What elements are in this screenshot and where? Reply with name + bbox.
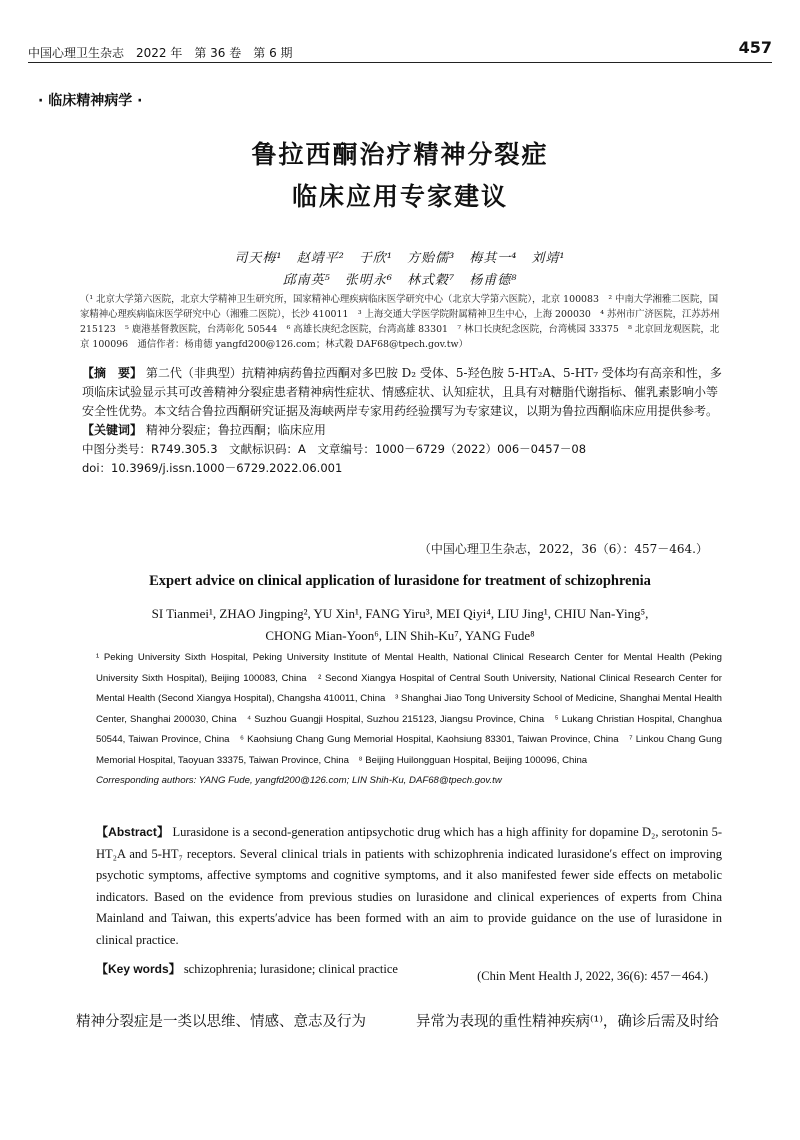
english-authors-line-1: SI Tianmei¹, ZHAO Jingping², YU Xin¹, FANG Yiru³, MEI Qiyi⁴, LIU Jing¹, CHIU Nan-Ying⁵,	[151, 606, 649, 621]
chinese-title-line-2: 临床应用专家建议	[291, 182, 508, 211]
chinese-citation: （中国心理卫生杂志，2022，36（6）：457－464.）	[418, 542, 708, 556]
english-abstract-label: 【Abstract】	[96, 825, 170, 839]
english-abstract-paragraph	[96, 822, 722, 951]
english-affiliations	[96, 648, 722, 792]
chinese-authors	[0, 248, 800, 292]
corresponding-authors: Corresponding authors: YANG Fude, yangfd200@126.com; LIN Shih-Ku, DAF68@tpech.gov.tw	[96, 775, 502, 786]
english-affiliations-text: ¹ Peking University Sixth Hospital, Peking University Institute of Mental Health, National Clinical Research Center for Mental Health (Peking University Sixth Hospital), Beijing 100083, China ² Second Xiangya Hospital of Central South University, National Clinical Research Center for Mental Health (Second Xiangya Hospital), Changsha 410011, China ³ Shanghai Jiao Tong University School of Medicine, Shanghai Mental Health Center, Shanghai 200030, China ⁴ Suzhou Guangji Hospital, Suzhou 215123, Jiangsu Province, China ⁵ Lukang Christian Hospital, Changhua 50544, Taiwan Province, China ⁶ Kaohsiung Chang Gung Memorial Hospital, Kaohsiung 83301, Taiwan Province, China ⁷ Linkou Chang Gung Memorial Hospital, Taoyuan 33375, Taiwan Province, China ⁸ Beijing Huilongguan Hospital, Beijing 100096, China	[96, 652, 722, 766]
english-abstract-text: Lurasidone is a second-generation antipsychotic drug which has a high affinity for dopamine D₂, serotonin 5-HT₂A and 5-HT₇ receptors. Several clinical trials in patients with schizophrenia indicated lurasidone′s effect on improving psychotic symptoms, affective symptoms and cognitive symptoms, and it also manifested fewer side effects on metabolic indicators. Based on the evidence from previous studies on lurasidone and clinical experiences of experts from China Mainland and Taiwan, this experts′advice has been formed with an aim to provide guidance on the use of lurasidone in clinical practice.	[96, 825, 723, 947]
running-head	[28, 38, 772, 63]
chinese-abstract-paragraph	[82, 364, 724, 421]
body-column-2-line: 异常为表现的重性精神疾病⁽¹⁾，确诊后需及时给	[416, 1014, 719, 1030]
page-number: 457	[738, 38, 772, 57]
english-citation: (Chin Ment Health J, 2022, 36(6): 457－464.)	[477, 969, 708, 983]
classification-line: 中图分类号：R749.305.3 文献标识码：A 文章编号：1000－6729（2022）006－0457－08	[82, 442, 587, 456]
chinese-abstract	[82, 364, 724, 478]
chinese-abstract-label: 【摘 要】	[82, 366, 143, 380]
chinese-title	[0, 134, 800, 218]
chinese-title-line-1: 鲁拉西酮治疗精神分裂症	[251, 140, 549, 169]
english-authors	[0, 603, 800, 647]
body-column-1-line: 精神分裂症是一类以思维、情感、意志及行为	[76, 1014, 366, 1030]
chinese-abstract-text: 第二代（非典型）抗精神病药鲁拉西酮对多巴胺 D₂ 受体、5-羟色胺 5-HT₂A、5-HT₇ 受体均有高亲和性，多项临床试验显示其可改善精神分裂症患者精神病性症状、情感症状、认知症状，且具有对糖脂代谢指标、催乳素影响小等安全性优势。本文结合鲁拉西酮研究证据及海峡两岸专家用药经验撰写为专家建议，以期为鲁拉西酮临床应用提供参考。	[82, 366, 722, 418]
chinese-keywords	[82, 421, 724, 440]
section-tag: · 临床精神病学 ·	[38, 93, 143, 109]
chinese-authors-line-2: 邱南英⁵ 张明永⁶ 林式穀⁷ 杨甫德⁸	[282, 273, 518, 288]
journal-issue-label: 中国心理卫生杂志 2022 年 第 36 卷 第 6 期	[28, 46, 293, 60]
english-authors-line-2: CHONG Mian-Yoon⁶, LIN Shih-Ku⁷, YANG Fude⁸	[265, 628, 535, 643]
english-keywords-label: 【Key words】	[96, 962, 181, 976]
chinese-keywords-text: 精神分裂症；鲁拉西酮；临床应用	[145, 423, 326, 437]
chinese-authors-line-1: 司天梅¹ 赵靖平² 于欣¹ 方贻儒³ 梅其一⁴ 刘靖¹	[234, 251, 566, 266]
english-keywords-text: schizophrenia; lurasidone; clinical practice	[183, 962, 398, 976]
english-title: Expert advice on clinical application of lurasidone for treatment of schizophrenia	[149, 573, 651, 589]
chinese-keywords-label: 【关键词】	[82, 423, 143, 437]
doi-line: doi：10.3969/j.issn.1000－6729.2022.06.001	[82, 461, 343, 475]
english-abstract	[96, 822, 722, 981]
chinese-affiliations: （¹ 北京大学第六医院，北京大学精神卫生研究所，国家精神心理疾病临床医学研究中心（北京大学第六医院），北京 100083 ² 中南大学湘雅二医院，国家精神心理疾病临床医学研究中心（湘雅二医院），长沙 410011 ³ 上海交通大学医学院附属精神卫生中心，上海 200030 ⁴ 苏州市广济医院，江苏苏州 215123 ⁵ 鹿港基督教医院，台湾彰化 50544 ⁶ 高雄长庚纪念医院，台湾高雄 83301 ⁷ 林口长庚纪念医院，台湾桃园 33375 ⁸ 北京回龙观医院，北京 100096 通信作者：杨甫德 yangfd200@126.com；林式穀 DAF68@tpech.gov.tw）	[80, 294, 720, 350]
